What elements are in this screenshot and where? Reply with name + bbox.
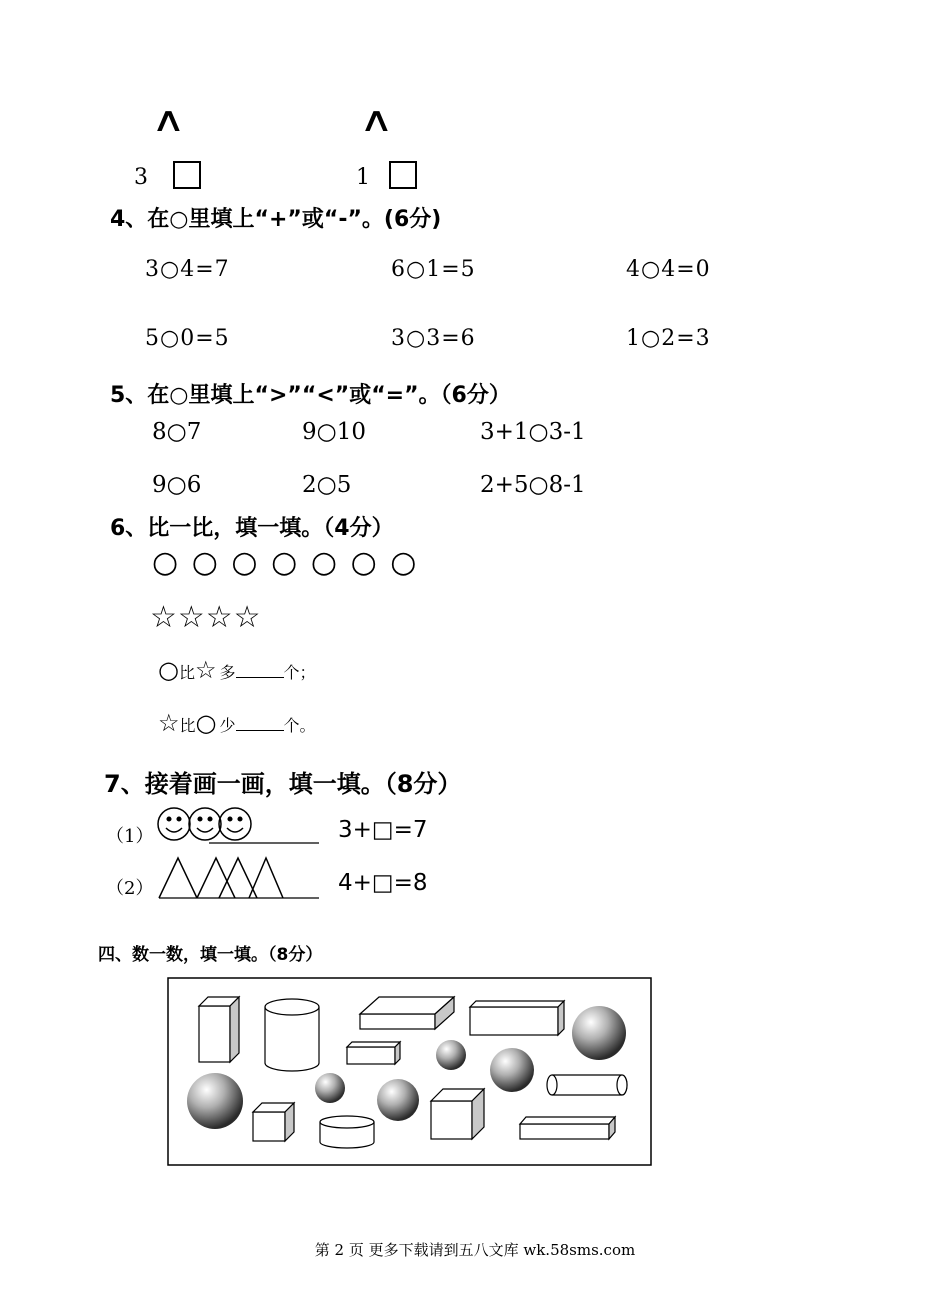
cylinder-icon xyxy=(265,999,319,1071)
q6-title: 6、比一比，填一填。（4分） xyxy=(110,516,394,541)
smiley-faces-row xyxy=(157,803,322,847)
q4-expression[interactable]: 3○4=7 xyxy=(145,257,230,282)
decomposition-number-2: 1 xyxy=(356,165,371,190)
q7-equation[interactable]: 3+□=7 xyxy=(338,817,428,843)
cuboid-icon xyxy=(199,997,239,1062)
circle-symbol: ○ xyxy=(158,656,179,684)
q4-expression[interactable]: 1○2=3 xyxy=(626,326,711,351)
cube-icon xyxy=(431,1089,484,1139)
compare-word: 少 xyxy=(219,716,236,735)
q7-title: 7、接着画一画，填一填。（8分） xyxy=(104,770,462,798)
triangle-icon xyxy=(159,858,197,898)
q5-expression[interactable]: 9○10 xyxy=(302,419,366,445)
q4-title: 4、在○里填上“+”或“-”。(6分) xyxy=(110,207,442,232)
sphere-icon xyxy=(187,1073,243,1129)
q5-expression[interactable]: 2+5○8-1 xyxy=(480,472,586,498)
circle-symbol: ○ xyxy=(195,709,217,737)
q6-compare-line-2 xyxy=(158,709,316,737)
smiley-face-icon xyxy=(189,808,221,840)
sphere-icon xyxy=(490,1048,534,1092)
star-symbol: ☆ xyxy=(194,656,217,684)
star-symbol: ☆ xyxy=(158,709,180,737)
compare-word: 比 xyxy=(179,716,196,735)
cuboid-icon xyxy=(360,997,454,1029)
q4-expression[interactable]: 5○0=5 xyxy=(145,326,230,351)
decomposition-wedge-2: ∧ xyxy=(359,100,394,140)
sphere-icon xyxy=(436,1040,466,1070)
answer-box[interactable] xyxy=(389,161,417,189)
answer-blank[interactable] xyxy=(236,714,284,731)
q7-equation[interactable]: 4+□=8 xyxy=(338,870,428,896)
cylinder-icon xyxy=(547,1075,627,1095)
q5-title: 5、在○里填上“>”“<”或“=”。（6分） xyxy=(110,383,511,408)
smiley-face-icon xyxy=(219,808,251,840)
answer-blank[interactable] xyxy=(236,661,284,678)
q5-expression[interactable]: 9○6 xyxy=(152,472,202,498)
unit-word: 个。 xyxy=(283,716,316,735)
cuboid-icon xyxy=(347,1042,400,1064)
sphere-icon xyxy=(377,1079,419,1121)
q5-expression[interactable]: 2○5 xyxy=(302,472,352,498)
cuboid-icon xyxy=(520,1117,615,1139)
q7-item-label: （2） xyxy=(106,878,154,899)
unit-word: 个； xyxy=(283,663,316,682)
sphere-icon xyxy=(572,1006,626,1060)
decomposition-wedge-1: ∧ xyxy=(151,100,186,140)
smiley-face-icon xyxy=(158,808,190,840)
solid-shapes-figure xyxy=(167,977,653,1167)
decomposition-number-1: 3 xyxy=(134,165,149,190)
compare-word: 比 xyxy=(178,663,195,682)
q4-expression[interactable]: 6○1=5 xyxy=(391,257,476,282)
q4-expression[interactable]: 3○3=6 xyxy=(391,326,476,351)
compare-word: 多 xyxy=(219,663,236,682)
q5-expression[interactable]: 3+1○3-1 xyxy=(480,419,586,445)
triangles-row xyxy=(157,856,322,900)
page-footer: 第 2 页 更多下载请到五八文库 wk.58sms.com xyxy=(314,1241,636,1259)
q6-circles-row: ○ ○ ○ ○ ○ ○ ○ xyxy=(152,545,419,580)
cuboid-icon xyxy=(470,1001,564,1035)
answer-box[interactable] xyxy=(173,161,201,189)
q6-stars-row: ☆☆☆☆ xyxy=(150,600,262,635)
q7-item-label: （1） xyxy=(106,826,154,847)
sphere-icon xyxy=(315,1073,345,1103)
q5-expression[interactable]: 8○7 xyxy=(152,419,202,445)
section4-title: 四、数一数，填一填。（8分） xyxy=(98,945,323,965)
q4-expression[interactable]: 4○4=0 xyxy=(626,257,711,282)
cube-icon xyxy=(253,1103,294,1141)
q6-compare-line-1 xyxy=(158,656,316,684)
cylinder-icon xyxy=(320,1116,374,1148)
